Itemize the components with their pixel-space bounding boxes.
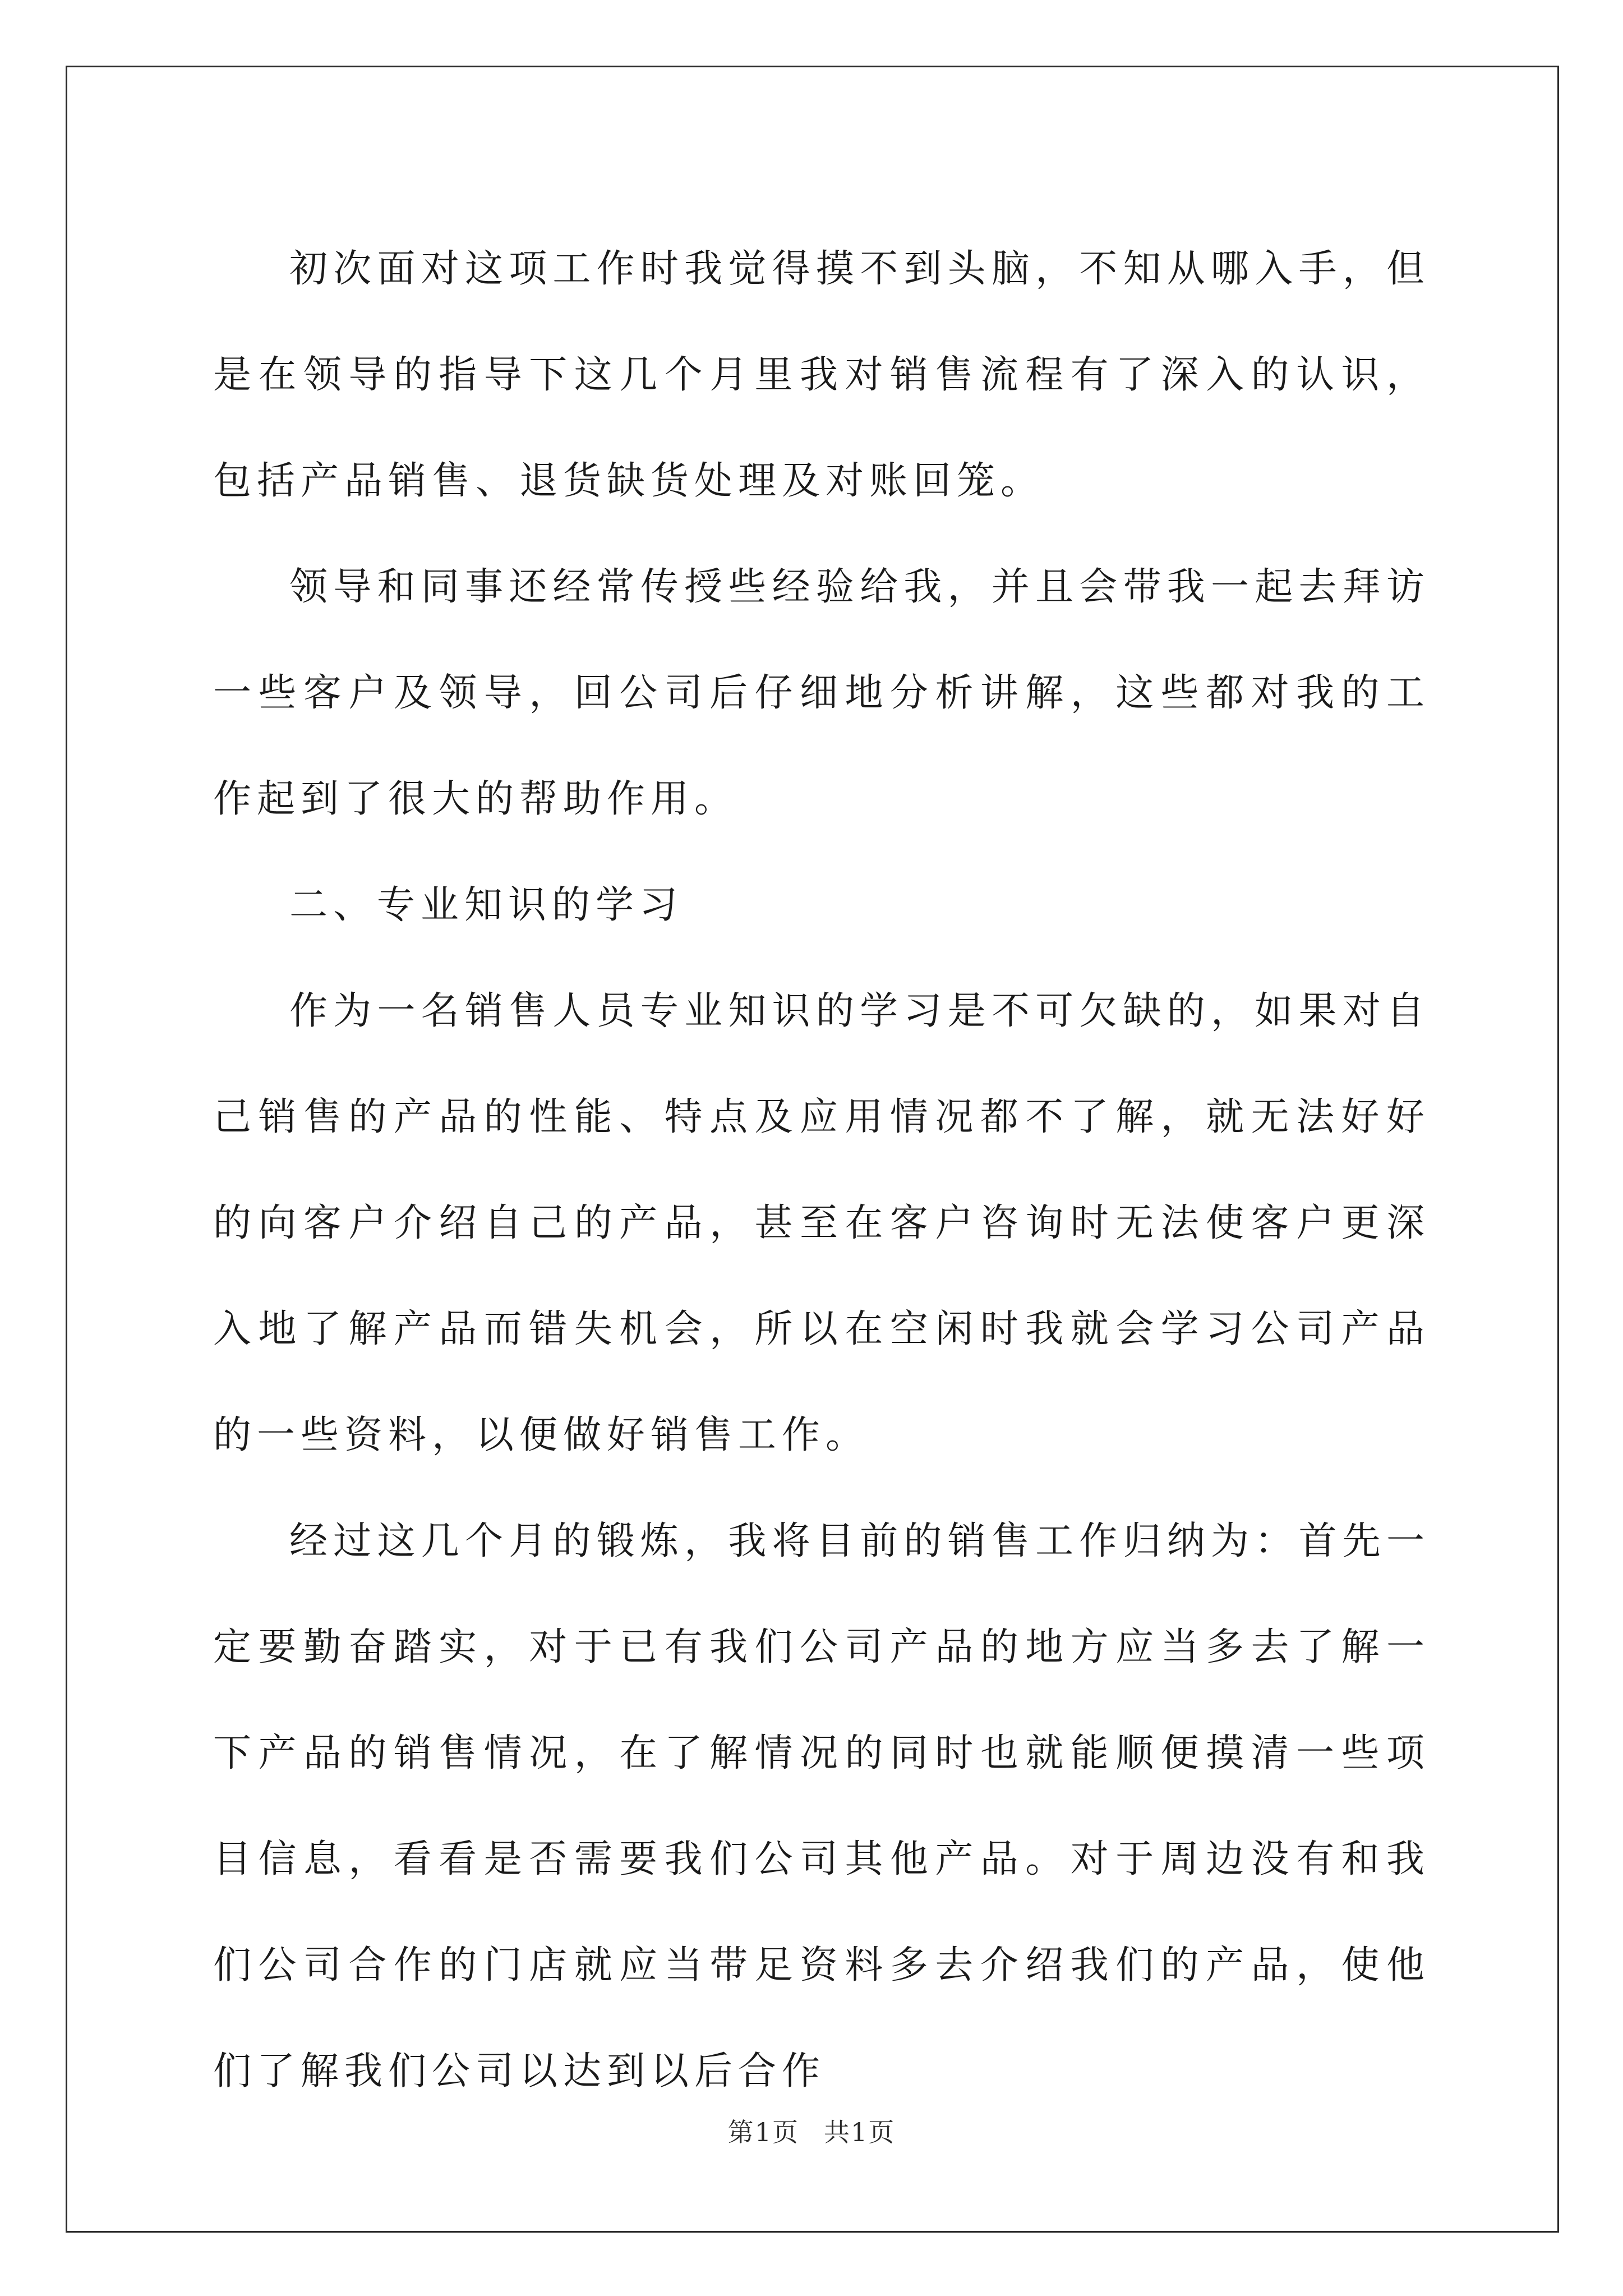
paragraph: 领导和同事还经常传授些经验给我，并且会带我一起去拜访一些客户及领导，回公司后仔细地分析讲解，这些都对我的工作起到了很大的帮助作用。 [213,565,1430,821]
paragraph: 作为一名销售人员专业知识的学习是不可欠缺的，如果对自己销售的产品的性能、特点及应用情况都不了解，就无法好好的向客户介绍自己的产品，甚至在客户咨询时无法使客户更深入地了解产品而错失机会，所以在空闲时我就会学习公司产品的一些资料，以便做好销售工作。 [213,989,1430,1457]
paragraph: 初次面对这项工作时我觉得摸不到头脑，不知从哪入手，但是在领导的指导下这几个月里我对销售流程有了深入的认识，包括产品销售、退货缺货处理及对账回笼。 [213,247,1430,503]
page-number: 第1页 [727,2117,799,2147]
section-heading: 二、专业知识的学习 [289,883,684,927]
paragraph: 经过这几个月的锻炼，我将目前的销售工作归纳为：首先一定要勤奋踏实，对于已有我们公司产品的地方应当多去了解一下产品的销售情况，在了解情况的同时也就能顺便摸清一些项目信息，看看是否需要我们公司其他产品。对于周边没有和我们公司合作的门店就应当带足资料多去介绍我们的产品，使他们了解我们公司以达到以后合作 [213,1519,1430,2093]
page-total: 共1页 [824,2117,896,2147]
document-body [213,216,1430,2124]
page-footer [0,2112,1623,2149]
